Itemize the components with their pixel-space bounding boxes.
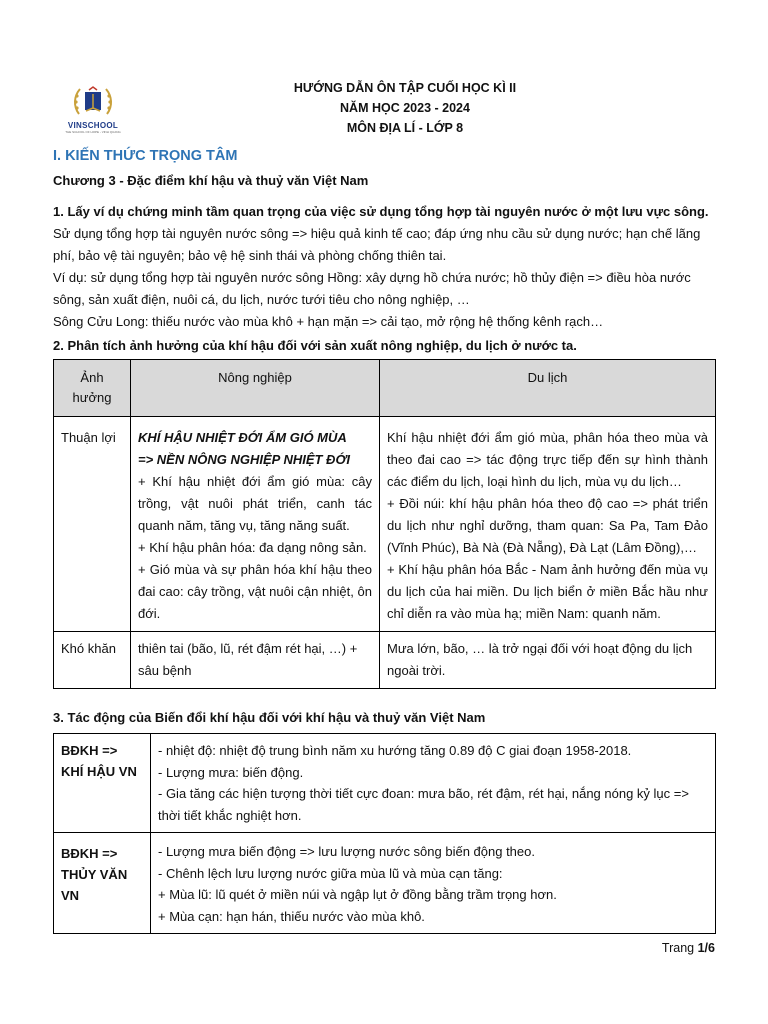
hydrology-effects [151, 833, 716, 934]
question-1-paragraph-3: Sông Cửu Long: thiếu nước vào mùa khô + hạn mặn => cải tạo, mở rộng hệ thống kênh rạch… [53, 314, 604, 329]
table-row [54, 417, 716, 632]
tourism-point-2: + Đồi núi: khí hậu phân hóa theo độ cao => phát triển du lịch như nghỉ dưỡng, tham quan: Sa Pa, Tam Đảo (Vĩnh Phúc), Bà Nà (Đà Nẵng), Đà Lạt (Lâm Đồng),… [387, 496, 708, 555]
logo-tagline: THE SCHOOL OF HOPE - VINH QUANG [65, 130, 121, 134]
laurel-book-icon [71, 84, 115, 120]
tourism-point-1: Khí hậu nhiệt đới ẩm gió mùa, phân hóa theo mùa và theo đai cao => tác động trực tiếp đến sự hình thành các điểm du lịch, loại hình du lịch, mùa vụ du lịch… [387, 430, 708, 489]
agri-point-3: + Gió mùa và sự phân hóa khí hậu theo đai cao: cây trồng, vật nuôi cận nhiệt, ôn đới. [138, 562, 372, 621]
row-label-climate: BĐKH => KHÍ HẬU VN [54, 734, 151, 833]
logo-name: VINSCHOOL [67, 121, 119, 130]
agriculture-advantages [131, 417, 380, 632]
question-1-paragraph-2: Ví dụ: sử dụng tổng hợp tài nguyên nước sông Hồng: xây dựng hồ chứa nước; hồ thủy điện => điều hòa nước sông, sản xuất điện, nuôi cá, du lịch, nước tưới tiêu cho nông nghiệp, … [53, 270, 691, 307]
question-1-paragraph-1: Sử dụng tổng hợp tài nguyên nước sông => hiệu quả kinh tế cao; đáp ứng nhu cầu sử dụng nước; hạn chế lãng phí, bảo vệ tài nguyên; bảo vệ hệ sinh thái và phòng chống thiên tai. [53, 226, 701, 263]
header-agriculture: Nông nghiệp [131, 360, 380, 417]
climate-effect-2: - Lượng mưa: biến động. [158, 764, 304, 780]
tourism-advantages [380, 417, 716, 632]
header-line-2: NĂM HỌC 2023 - 2024 [340, 101, 470, 115]
table-header-row [54, 360, 716, 417]
page-label: Trang [661, 941, 695, 955]
climate-effect-1: - nhiệt độ: nhiệt độ trung bình năm xu hướng tăng 0.89 độ C giai đoạn 1958-2018. [158, 743, 632, 758]
document-body [53, 146, 717, 934]
agri-point-2: + Khí hậu phân hóa: đa dạng nông sản. [138, 540, 367, 555]
document-header [180, 78, 630, 138]
tourism-difficulties: Mưa lớn, bão, … là trở ngại đối với hoạt động du lịch ngoài trời. [380, 632, 716, 689]
header-tourism: Du lịch [380, 360, 716, 417]
hydrology-effect-4: + Mùa cạn: hạn hán, thiếu nước vào mùa khô. [158, 908, 425, 924]
climate-effect-3: - Gia tăng các hiện tượng thời tiết cực đoan: mưa bão, rét đậm, rét hại, nắng nóng kỷ lục => thời tiết khắc nghiệt hơn. [158, 786, 689, 823]
hydrology-effect-3: + Mùa lũ: lũ quét ở miền núi và ngập lụt ở đồng bằng trầm trọng hơn. [158, 887, 557, 902]
section-title: I. KIẾN THỨC TRỌNG TÂM [53, 148, 238, 164]
agri-heading-1: KHÍ HẬU NHIỆT ĐỚI ẨM GIÓ MÙA [138, 430, 347, 445]
agri-heading-2: => NỀN NÔNG NGHIỆP NHIỆT ĐỚI [138, 452, 350, 467]
header-impact: Ảnh hưởng [54, 360, 131, 417]
climate-impact-table [53, 359, 716, 689]
tourism-point-3: + Khí hậu phân hóa Bắc - Nam ảnh hưởng đến mùa vụ du lịch của hai miền. Du lịch biển ở miền Bắc hầu như chỉ diễn ra vào mùa hạ; miền Nam: quanh năm. [387, 562, 708, 621]
header-line-1: HƯỚNG DẪN ÔN TẬP CUỐI HỌC KÌ II [293, 81, 517, 95]
school-logo [62, 84, 124, 134]
table-row [54, 632, 716, 689]
hydrology-effect-2: - Chênh lệch lưu lượng nước giữa mùa lũ và mùa cạn tăng: [158, 865, 503, 881]
question-2-title: 2. Phân tích ảnh hưởng của khí hậu đối với sản xuất nông nghiệp, du lịch ở nước ta. [53, 338, 577, 353]
header-line-3: MÔN ĐỊA LÍ - LỚP 8 [346, 121, 464, 135]
agriculture-difficulties: thiên tai (bão, lũ, rét đậm rét hại, …) + sâu bệnh [131, 632, 380, 689]
agri-point-1: + Khí hậu nhiệt đới ẩm gió mùa: cây trồng, vật nuôi phát triển, canh tác quanh năm, tăng vụ, tăng năng suất. [138, 474, 372, 533]
question-1-title: 1. Lấy ví dụ chứng minh tầm quan trọng của việc sử dụng tổng hợp tài nguyên nước ở một lưu vực sông. [53, 204, 709, 219]
row-label-hydrology: BĐKH => THỦY VĂN VN [54, 833, 151, 934]
hydrology-effect-1: - Lượng mưa biến động => lưu lượng nước sông biến động theo. [158, 844, 535, 859]
table-row [54, 833, 716, 934]
chapter-title: Chương 3 - Đặc điểm khí hậu và thuỷ văn Việt Nam [53, 173, 369, 188]
climate-change-table [53, 733, 716, 934]
row-label-advantages: Thuận lợi [54, 417, 131, 632]
climate-effects [151, 734, 716, 833]
question-3-title: 3. Tác động của Biến đổi khí hậu đối với khí hậu và thuỷ văn Việt Nam [53, 710, 486, 725]
page-footer [662, 941, 715, 955]
row-label-difficulties: Khó khăn [54, 632, 131, 689]
table-row [54, 734, 716, 833]
page-number: 1/6 [697, 941, 715, 955]
